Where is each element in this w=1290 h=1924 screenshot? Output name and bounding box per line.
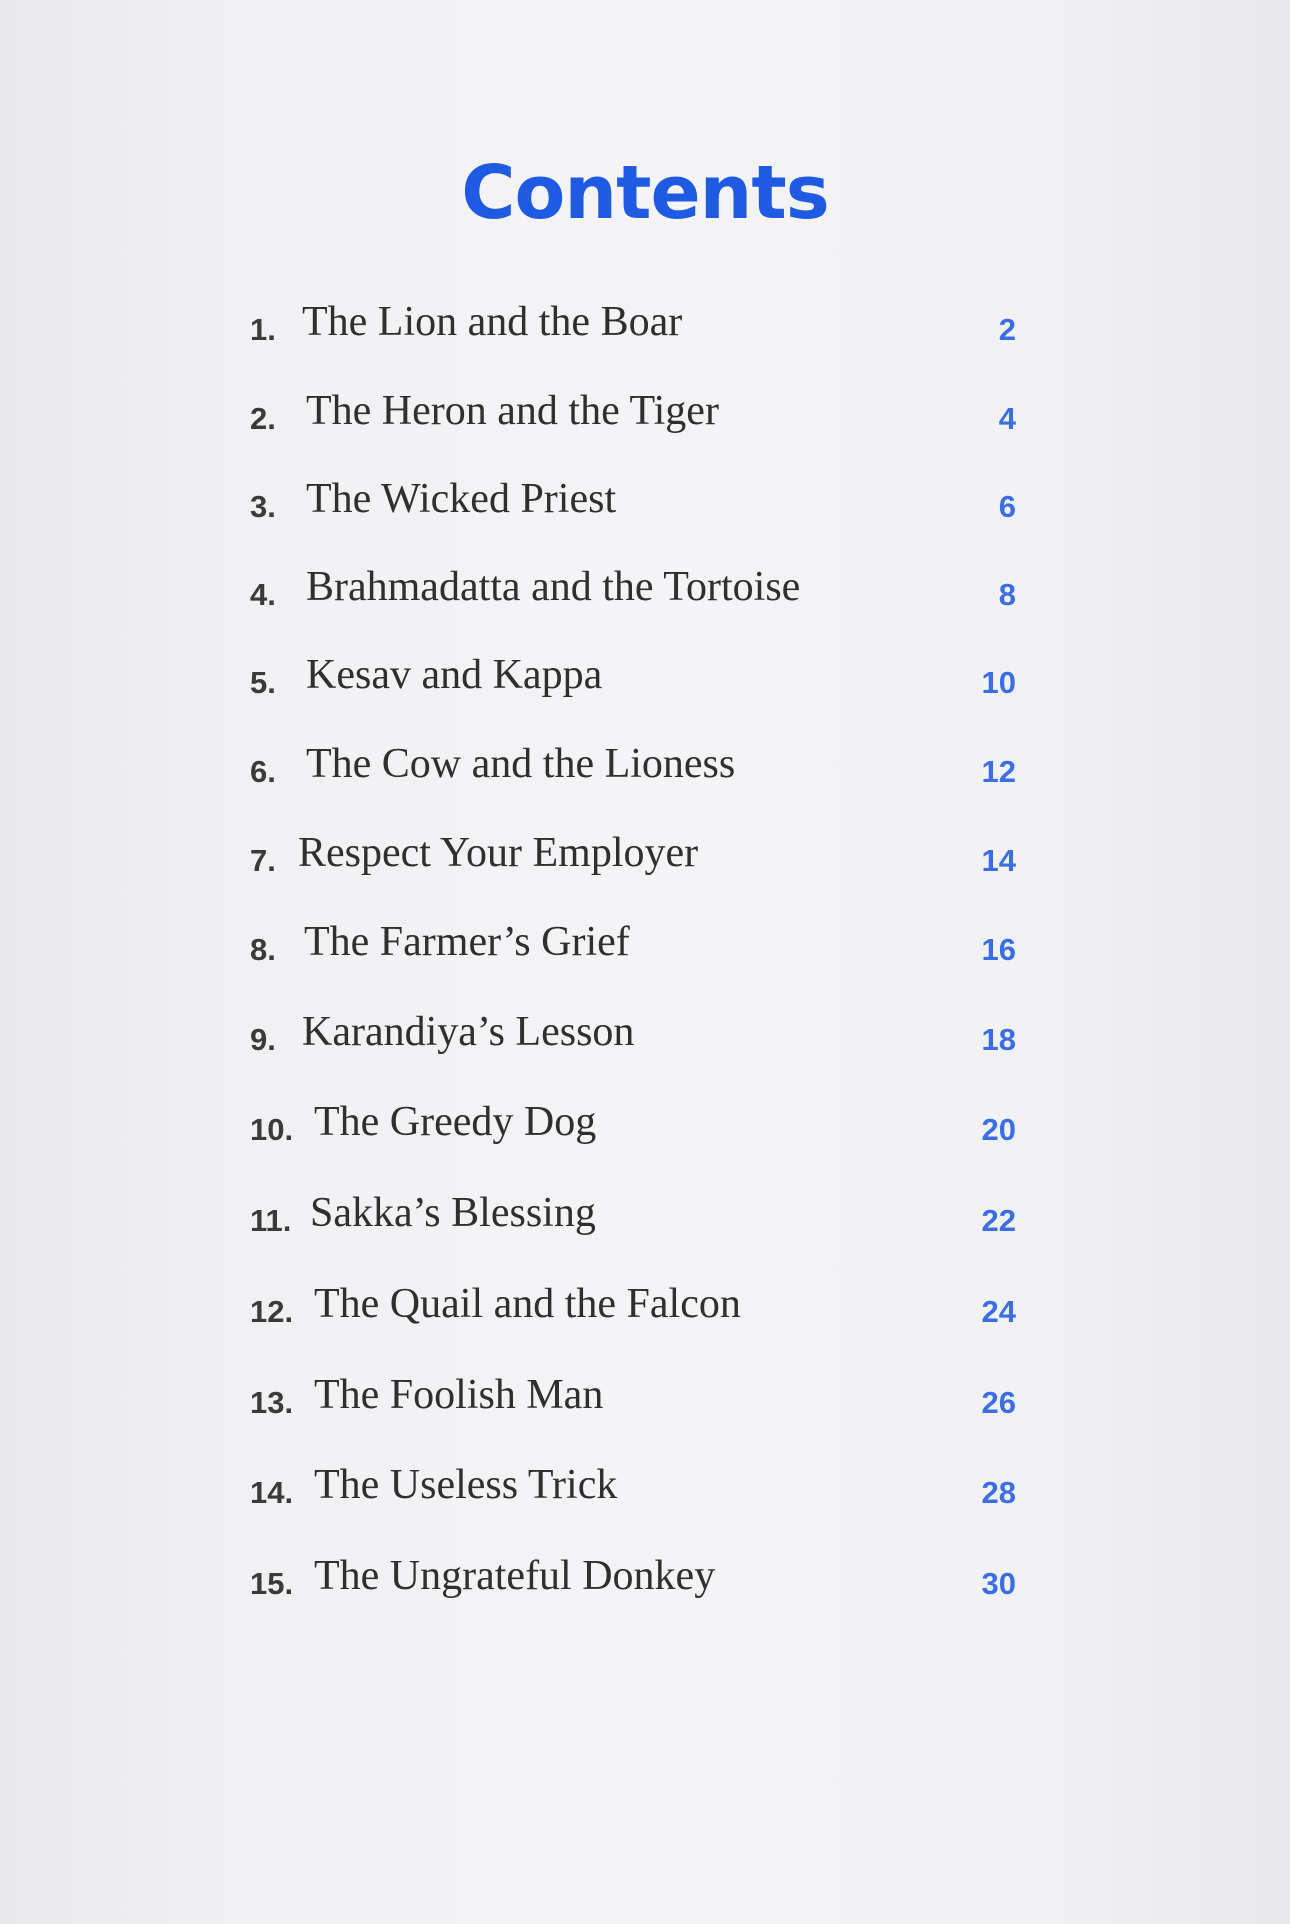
toc-item-12[interactable] bbox=[250, 1280, 1020, 1340]
toc-item-3[interactable] bbox=[250, 475, 1020, 535]
toc-item-13[interactable] bbox=[250, 1371, 1020, 1431]
toc-item-number: 9. bbox=[250, 1022, 276, 1057]
toc-item-title: The Useless Trick bbox=[314, 1462, 618, 1508]
toc-item-page: 30 bbox=[981, 1566, 1016, 1601]
toc-item-title: The Greedy Dog bbox=[314, 1099, 597, 1145]
toc-item-page: 14 bbox=[981, 843, 1016, 878]
toc-item-number: 14. bbox=[250, 1475, 294, 1510]
toc-item-page: 16 bbox=[981, 932, 1016, 967]
toc-item-title: The Ungrateful Donkey bbox=[314, 1553, 716, 1599]
toc-item-5[interactable] bbox=[250, 651, 1020, 711]
toc-item-15[interactable] bbox=[250, 1552, 1020, 1612]
toc-item-number: 1. bbox=[250, 312, 276, 347]
toc-item-title: Respect Your Employer bbox=[298, 830, 699, 876]
toc-item-title: The Quail and the Falcon bbox=[314, 1281, 741, 1327]
toc-item-page: 8 bbox=[998, 577, 1016, 612]
toc-item-number: 2. bbox=[250, 401, 276, 436]
toc-item-title: Brahmadatta and the Tortoise bbox=[306, 564, 801, 610]
toc-item-1[interactable] bbox=[250, 298, 1020, 358]
toc-item-number: 6. bbox=[250, 754, 276, 789]
toc-item-title: Kesav and Kappa bbox=[306, 652, 603, 698]
toc-item-page: 10 bbox=[981, 665, 1016, 700]
toc-item-title: The Wicked Priest bbox=[306, 476, 617, 522]
toc-item-page: 4 bbox=[998, 401, 1016, 436]
toc-item-number: 10. bbox=[250, 1112, 294, 1147]
toc-item-page: 12 bbox=[981, 754, 1016, 789]
toc-item-7[interactable] bbox=[250, 829, 1020, 889]
toc-item-page: 20 bbox=[981, 1112, 1016, 1147]
toc-item-page: 2 bbox=[998, 312, 1016, 347]
toc-item-page: 6 bbox=[998, 489, 1016, 524]
toc-item-page: 18 bbox=[981, 1022, 1016, 1057]
toc-item-number: 11. bbox=[250, 1203, 292, 1238]
toc-item-number: 3. bbox=[250, 489, 276, 524]
toc-item-8[interactable] bbox=[250, 918, 1020, 978]
toc-item-2[interactable] bbox=[250, 387, 1020, 447]
toc-item-page: 22 bbox=[981, 1203, 1016, 1238]
toc-item-title: The Heron and the Tiger bbox=[306, 388, 719, 434]
toc-item-number: 5. bbox=[250, 665, 276, 700]
toc-item-4[interactable] bbox=[250, 563, 1020, 623]
toc-item-9[interactable] bbox=[250, 1008, 1020, 1068]
toc-item-page: 24 bbox=[981, 1294, 1016, 1329]
toc-item-number: 13. bbox=[250, 1385, 294, 1420]
toc-item-title: Sakka’s Blessing bbox=[310, 1190, 596, 1236]
toc-item-number: 8. bbox=[250, 932, 276, 967]
toc-item-number: 12. bbox=[250, 1294, 294, 1329]
toc-item-page: 28 bbox=[981, 1475, 1016, 1510]
toc-item-title: The Farmer’s Grief bbox=[304, 919, 630, 965]
toc-item-number: 15. bbox=[250, 1566, 294, 1601]
toc-item-title: The Lion and the Boar bbox=[302, 299, 683, 345]
toc-item-page: 26 bbox=[981, 1385, 1016, 1420]
toc-item-number: 4. bbox=[250, 577, 276, 612]
toc-item-10[interactable] bbox=[250, 1098, 1020, 1158]
page-title: Contents bbox=[461, 150, 829, 236]
toc-item-title: The Cow and the Lioness bbox=[306, 741, 736, 787]
toc-item-6[interactable] bbox=[250, 740, 1020, 800]
toc-item-title: The Foolish Man bbox=[314, 1372, 604, 1418]
toc-item-number: 7. bbox=[250, 843, 276, 878]
toc-item-title: Karandiya’s Lesson bbox=[302, 1009, 635, 1055]
toc-item-11[interactable] bbox=[250, 1189, 1020, 1249]
toc-item-14[interactable] bbox=[250, 1461, 1020, 1521]
